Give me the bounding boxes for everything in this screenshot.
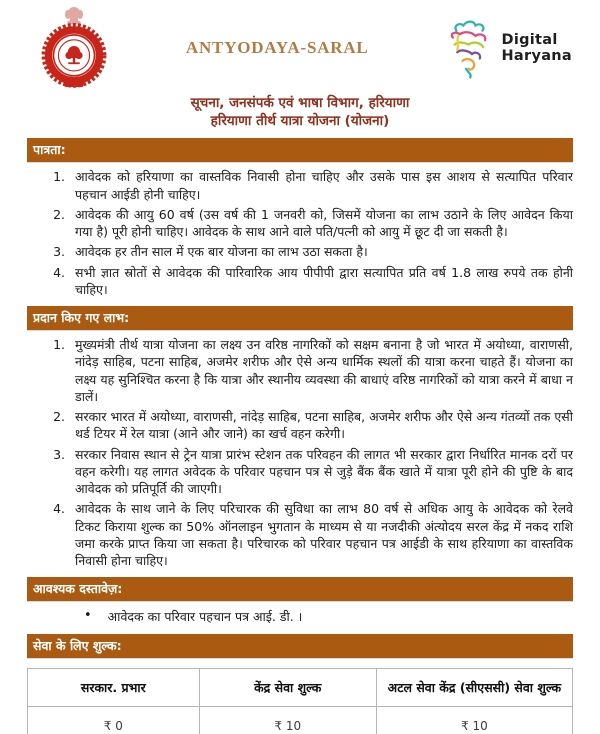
document-title (0, 94, 600, 130)
list-item-text: आवेदक के साथ जाने के लिए परिचारक की सुविधा का लाभ 80 वर्ष से अधिक आयु के आवेदक को रेलवे टिकट किराया शुल्क का 50% ऑनलाइन भुगतान के माध्यम से या नजदीकी अंत्योदय सरल केंद्र में नकद राशि जमा करके प्राप्त किया जा सकता है। परिचारक को परिवार पहचान पत्र आईडी के साथ हरियाणा का वास्तविक निवासी होना चाहिए। (75, 501, 573, 569)
haryana-government-emblem-icon (30, 4, 118, 92)
list-item (27, 264, 573, 299)
section-heading-fees: सेवा के लिए शुल्क: (27, 634, 573, 658)
list-item-text: आवेदक हर तीन साल में एक बार योजना का लाभ उठा सकता है। (75, 244, 368, 260)
list-item-number: 3. (53, 244, 65, 260)
fees-value-csc-fee: ₹ 10 (376, 706, 572, 734)
list-item (27, 446, 573, 498)
fees-table-header-row (28, 668, 573, 706)
fees-table-value-row (28, 706, 573, 734)
section-heading-documents: आवश्यक दस्तावेज़: (27, 577, 573, 601)
haryana-emblem-graphic (33, 4, 115, 92)
list-item-text: सभी ज्ञात स्रोतों से आवेदक की पारिवारिक आय पीपीपी द्वारा सत्यापित प्रति वर्ष 1.8 लाख रुपये तक होनी चाहिए। (75, 264, 573, 297)
document-body (0, 138, 600, 734)
fees-value-center-fee: ₹ 10 (199, 706, 376, 734)
page-title: ANTYODAYA-SARAL (185, 38, 369, 57)
header (0, 0, 600, 92)
list-item-number: 2. (53, 409, 65, 425)
list-item (27, 336, 573, 405)
list-item-text: आवेदक की आयु 60 वर्ष (उस वर्ष की 1 जनवरी को, जिसमें योजना का लाभ उठाने के लिए आवेदन किया गया है) पूरी होनी चाहिए। आवेदक के साथ आने वाले पति/पत्नी को आयु में छूट दी जा सकती है। (75, 206, 573, 240)
digital-haryana-label (501, 32, 572, 64)
list-item (27, 243, 573, 260)
digital-haryana-line2: Haryana (501, 48, 572, 64)
list-item (27, 206, 573, 241)
haryana-map-icon (446, 16, 498, 80)
section-heading-benefits: प्रदान किए गए लाभ: (27, 306, 573, 330)
list-item (27, 408, 573, 443)
scheme-title: हरियाणा तीर्थ यात्रा योजना (योजना) (210, 113, 390, 130)
list-item-text: आवेदक को हरियाणा का वास्तविक निवासी होना चाहिए और उसके पास इस आशय से सत्यापित परिवार पहचान आईडी होनी चाहिए। (75, 169, 573, 202)
document-list-item (27, 608, 573, 626)
list-item-number: 4. (53, 264, 65, 280)
document-item-text: आवेदक का परिवार पहचान पत्र आई. डी. । (107, 609, 303, 625)
fees-header-center-fee: केंद्र सेवा शुल्क (199, 668, 376, 706)
eligibility-list (27, 168, 573, 298)
department-title: सूचना, जनसंपर्क एवं भाषा विभाग, हरियाणा (190, 95, 410, 111)
list-item (27, 500, 573, 569)
benefits-list (27, 336, 573, 569)
fees-header-govt-charge: सरकार. प्रभार (28, 668, 200, 706)
list-item (27, 168, 573, 203)
fees-header-csc-fee: अटल सेवा केंद्र (सीएससी) सेवा शुल्क (376, 668, 572, 706)
bullet-icon: • (84, 608, 92, 624)
digital-haryana-line1: Digital (501, 31, 558, 48)
list-item-number: 2. (53, 206, 65, 222)
list-item-text: सरकार निवास स्थान से ट्रेन यात्रा प्रारंभ स्टेशन तक परिवहन की लागत भी सरकार द्वारा निर्धारित मानक दरों पर वहन करेगी। यह लागत अवेदक के परिवार पहचान पत्र से जुड़े बैंक बैंक खाते में यात्रा पूरी होने की पुष्टि के बाद आवेदक को प्रतिपूर्ति की जाएगी। (75, 446, 573, 497)
section-heading-eligibility: पात्रता: (27, 138, 573, 162)
list-item-text: सरकार भारत में अयोध्या, वाराणसी, नांदेड़ साहिब, पटना साहिब, अजमेर शरीफ और ऐसे अन्य गंतव्यों तक एसी थर्ड टियर में रेल यात्रा (आने और जाने) का खर्च वहन करेगी। (75, 409, 573, 442)
fees-value-govt-charge: ₹ 0 (28, 706, 200, 734)
digital-haryana-logo (446, 16, 572, 80)
list-item-number: 3. (53, 446, 65, 462)
fees-table (27, 668, 573, 734)
list-item-text: मुख्यमंत्री तीर्थ यात्रा योजना का लक्ष्य उन वरिष्ठ नागरिकों को सक्षम बनाना है जो भारत में अयोध्या, वाराणसी, नांदेड़ साहिब, पटना साहिब, अजमेर शरीफ और ऐसे अन्य धार्मिक स्थलों की यात्रा करना चाहते हैं। योजना का लक्ष्य यह सुनिश्चित करना है कि यात्रा और स्थानीय व्यवस्था की बाधाएं वरिष्ठ नागरिकों को यात्रा करने में बाधा न डालें। (75, 337, 573, 404)
list-item-number: 1. (53, 337, 65, 353)
list-item-number: 4. (53, 501, 65, 517)
list-item-number: 1. (53, 169, 65, 185)
